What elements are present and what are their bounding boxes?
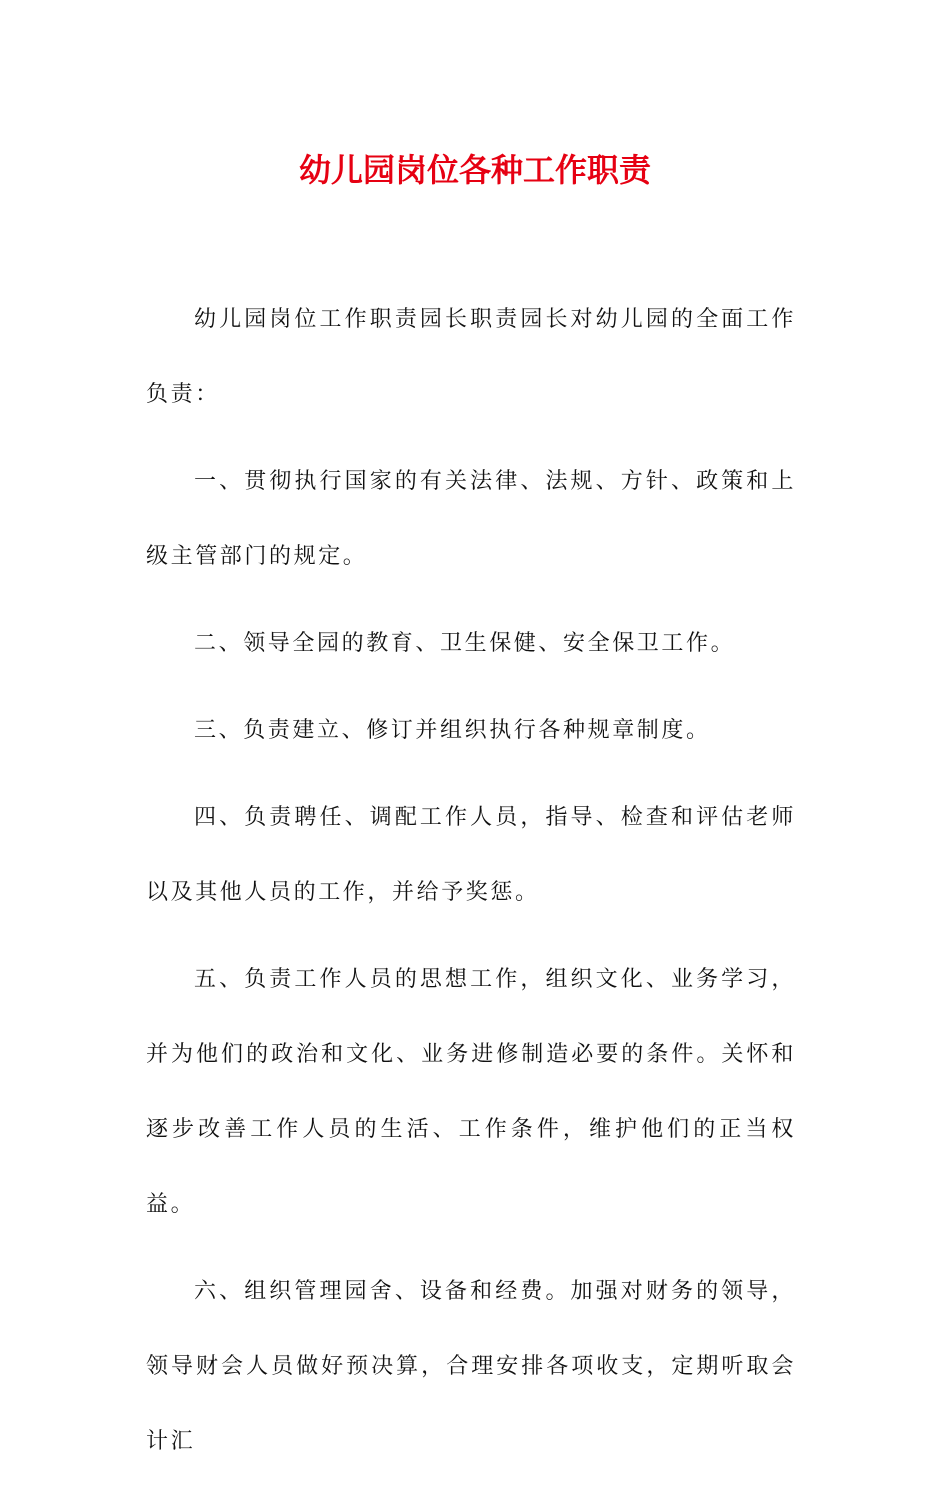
paragraph-item-2: 二、领导全园的教育、卫生保健、安全保卫工作。: [194, 631, 736, 656]
paragraph-item-3: 三、负责建立、修订并组织执行各种规章制度。: [194, 718, 711, 743]
paragraph-item-5: 五、负责工作人员的思想工作，组织文化、业务学习，并为他们的政治和文化、业务进修制造必要的条件。关怀和逐步改善工作人员的生活、工作条件，维护他们的正当权益。: [146, 967, 796, 1217]
paragraph-item-1: 一、贯彻执行国家的有关法律、法规、方针、政策和上级主管部门的规定。: [146, 469, 796, 569]
paragraph-intro: 幼儿园岗位工作职责园长职责园长对幼儿园的全面工作负责：: [146, 307, 796, 407]
document-body: [146, 282, 796, 1491]
paragraph-item-4: 四、负责聘任、调配工作人员，指导、检查和评估老师以及其他人员的工作，并给予奖惩。: [146, 805, 796, 905]
paragraph-item-6: 六、组织管理园舍、设备和经费。加强对财务的领导，领导财会人员做好预决算，合理安排各项收支，定期听取会计汇: [146, 1279, 796, 1454]
document-title: 幼儿园岗位各种工作职责: [298, 151, 651, 189]
